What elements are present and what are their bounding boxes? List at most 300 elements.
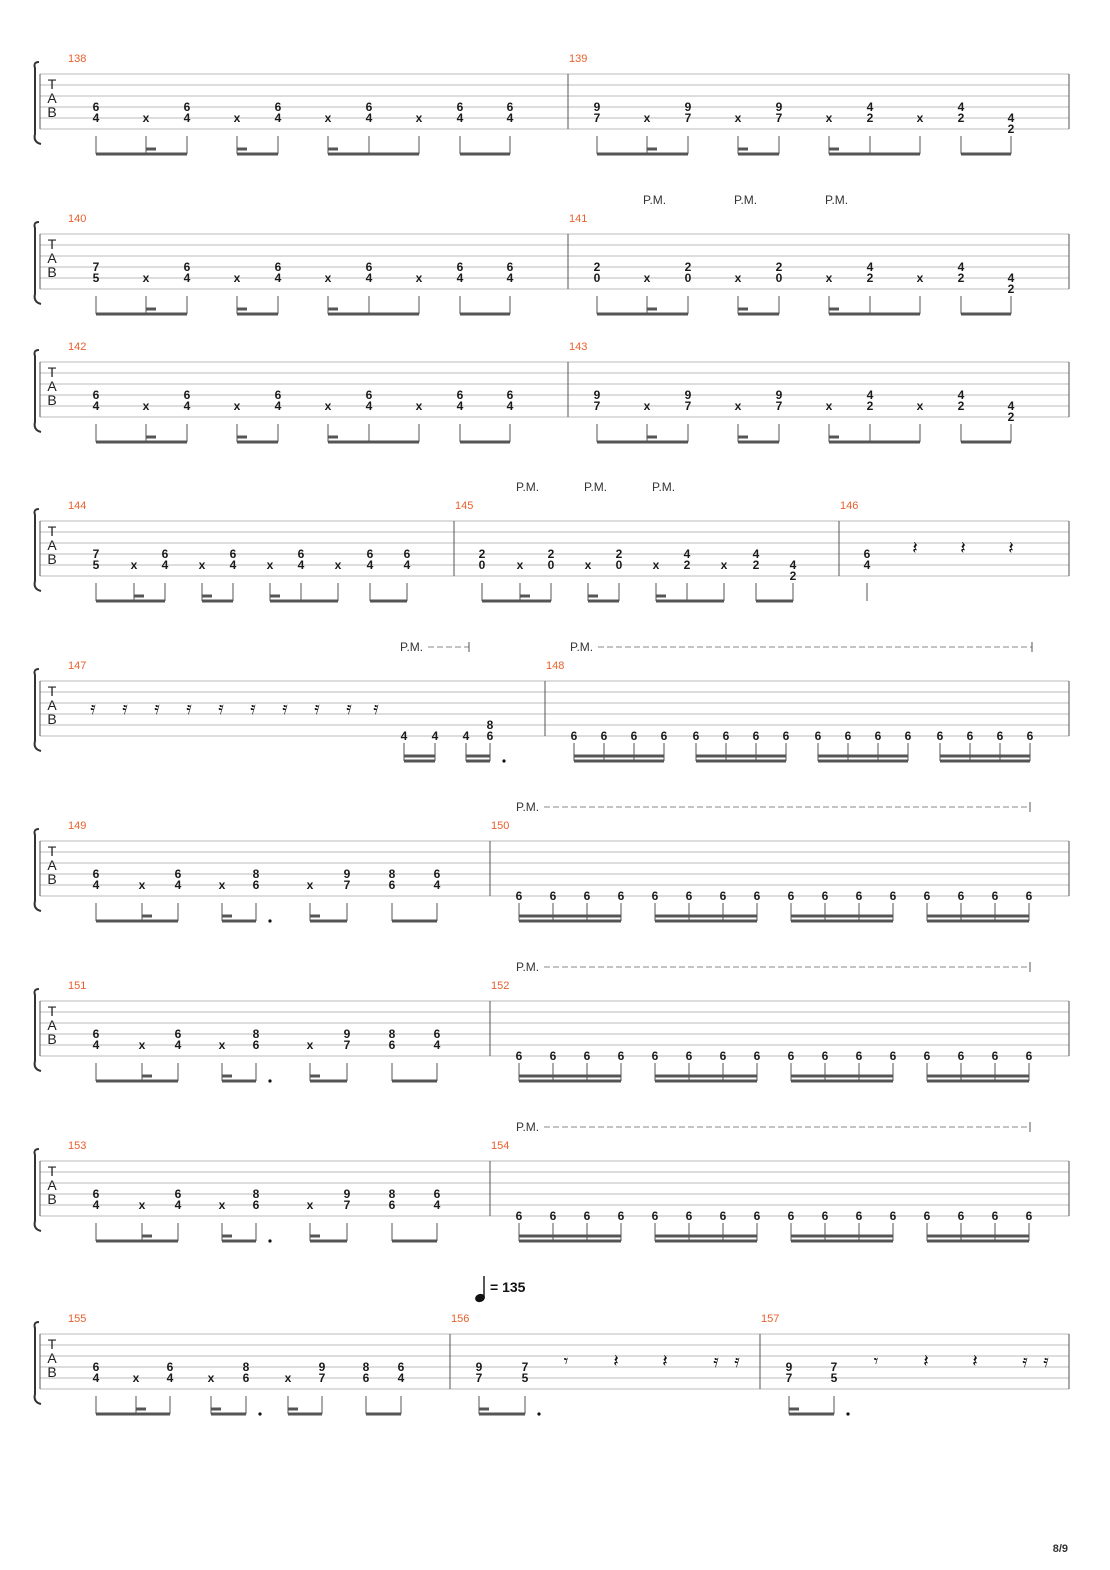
measure-number: 145 <box>455 500 474 512</box>
rest-symbol: 𝄿 <box>1022 1351 1028 1372</box>
tab-letter-t: T <box>47 364 57 380</box>
fret-number: 2 <box>789 569 797 583</box>
fret-number: 6 <box>433 867 441 881</box>
rest-symbol: 𝄿 <box>282 698 288 719</box>
dead-note: x <box>734 111 742 125</box>
measure-152 <box>491 980 1033 1081</box>
dead-note: x <box>415 111 423 125</box>
fret-number: 6 <box>388 1038 396 1052</box>
measure-143 <box>569 341 1015 442</box>
fret-number: 6 <box>297 547 305 561</box>
dead-note: x <box>584 558 592 572</box>
augmentation-dot <box>268 919 271 922</box>
dead-note: x <box>324 111 332 125</box>
fret-number: 6 <box>92 867 100 881</box>
fret-number: 6 <box>1025 1209 1033 1223</box>
dead-note: x <box>825 111 833 125</box>
tab-letter-t: T <box>47 76 57 92</box>
fret-number: 8 <box>388 1187 396 1201</box>
fret-number: 6 <box>456 260 464 274</box>
fret-number: 6 <box>397 1360 405 1374</box>
dead-note: x <box>233 271 241 285</box>
measure-number: 152 <box>491 980 510 992</box>
fret-number: 6 <box>685 1049 693 1063</box>
tab-letter-a: A <box>47 250 57 266</box>
fret-number: 4 <box>92 1038 100 1052</box>
fret-number: 4 <box>866 260 874 274</box>
measure-number: 148 <box>546 660 565 672</box>
rest-symbol: 𝄿 <box>186 698 192 719</box>
rest-symbol: 𝄽 <box>912 538 918 559</box>
fret-number: 4 <box>174 1038 182 1052</box>
tab-letter-a: A <box>47 1177 57 1193</box>
fret-number: 2 <box>957 271 965 285</box>
tab-letter-a: A <box>47 1017 57 1033</box>
fret-number: 4 <box>789 558 797 572</box>
fret-number: 6 <box>722 729 730 743</box>
dead-note: x <box>218 1198 226 1212</box>
fret-number: 0 <box>775 271 783 285</box>
fret-number: 6 <box>787 889 795 903</box>
tab-letter-t: T <box>47 523 57 539</box>
tab-letter-b: B <box>47 1191 57 1207</box>
fret-number: 7 <box>830 1360 838 1374</box>
measure-number: 141 <box>569 213 588 225</box>
fret-number: 4 <box>174 1198 182 1212</box>
fret-number: 6 <box>274 260 282 274</box>
fret-number: 6 <box>957 1209 965 1223</box>
fret-number: 4 <box>866 388 874 402</box>
fret-number: 6 <box>996 729 1004 743</box>
measure-141 <box>569 213 1015 314</box>
rest-symbol: 𝄽 <box>662 1351 668 1372</box>
fret-number: 4 <box>365 399 373 413</box>
fret-number: 4 <box>433 878 441 892</box>
fret-number: 8 <box>242 1360 250 1374</box>
fret-number: 6 <box>991 1209 999 1223</box>
fret-number: 7 <box>684 399 692 413</box>
dead-note: x <box>142 111 150 125</box>
fret-number: 0 <box>478 558 486 572</box>
measure-number: 147 <box>68 660 87 672</box>
fret-number: 4 <box>183 111 191 125</box>
augmentation-dot <box>268 1239 271 1242</box>
measure-147 <box>68 660 506 763</box>
fret-number: 4 <box>433 1198 441 1212</box>
dead-note: x <box>516 558 524 572</box>
fret-number: 4 <box>506 271 514 285</box>
fret-number: 4 <box>1007 399 1015 413</box>
fret-number: 6 <box>515 1049 523 1063</box>
rest-symbol: 𝄾 <box>563 1351 569 1372</box>
fret-number: 2 <box>1007 122 1015 136</box>
palm-mute-label: P.M. <box>825 193 849 207</box>
fret-number: 9 <box>775 388 783 402</box>
fret-number: 6 <box>814 729 822 743</box>
fret-number: 6 <box>92 1360 100 1374</box>
fret-number: 4 <box>433 1038 441 1052</box>
fret-number: 6 <box>889 1049 897 1063</box>
fret-number: 2 <box>1007 410 1015 424</box>
fret-number: 4 <box>456 271 464 285</box>
tab-system <box>35 1120 1070 1243</box>
fret-number: 6 <box>600 729 608 743</box>
fret-number: 6 <box>719 1209 727 1223</box>
measure-139 <box>569 53 1015 154</box>
fret-number: 6 <box>366 547 374 561</box>
fret-number: 6 <box>753 1049 761 1063</box>
measure-145 <box>455 500 797 601</box>
tab-letter-a: A <box>47 90 57 106</box>
fret-number: 7 <box>343 1038 351 1052</box>
fret-number: 6 <box>456 388 464 402</box>
fret-number: 6 <box>549 889 557 903</box>
fret-number: 4 <box>161 558 169 572</box>
rest-symbol: 𝄽 <box>613 1351 619 1372</box>
fret-number: 6 <box>388 878 396 892</box>
page-number: 8/9 <box>1052 1543 1068 1555</box>
fret-number: 4 <box>365 111 373 125</box>
fret-number: 8 <box>252 867 260 881</box>
fret-number: 6 <box>752 729 760 743</box>
fret-number: 6 <box>506 100 514 114</box>
fret-number: 6 <box>183 100 191 114</box>
fret-number: 7 <box>775 399 783 413</box>
fret-number: 6 <box>242 1371 250 1385</box>
augmentation-dot <box>502 759 505 762</box>
fret-number: 8 <box>252 1027 260 1041</box>
palm-mute-label: P.M. <box>516 800 540 814</box>
fret-number: 6 <box>174 1027 182 1041</box>
fret-number: 4 <box>183 271 191 285</box>
fret-number: 7 <box>593 111 601 125</box>
measure-144 <box>68 500 411 601</box>
fret-number: 6 <box>692 729 700 743</box>
dead-note: x <box>334 558 342 572</box>
palm-mute-label: P.M. <box>570 640 594 654</box>
measure-number: 138 <box>68 53 87 65</box>
fret-number: 6 <box>855 889 863 903</box>
fret-number: 6 <box>923 1049 931 1063</box>
fret-number: 8 <box>252 1187 260 1201</box>
fret-number: 4 <box>92 399 100 413</box>
fret-number: 5 <box>830 1371 838 1385</box>
fret-number: 0 <box>547 558 555 572</box>
fret-number: 4 <box>506 399 514 413</box>
fret-number: 4 <box>274 111 282 125</box>
dead-note: x <box>324 399 332 413</box>
dead-note: x <box>734 399 742 413</box>
fret-number: 6 <box>92 388 100 402</box>
rest-symbol: 𝄽 <box>1008 538 1014 559</box>
dead-note: x <box>233 111 241 125</box>
fret-number: 9 <box>475 1360 483 1374</box>
measure-number: 151 <box>68 980 87 992</box>
fret-number: 2 <box>957 111 965 125</box>
rest-symbol: 𝄿 <box>314 698 320 719</box>
fret-number: 6 <box>923 889 931 903</box>
rest-symbol: 𝄿 <box>1043 1351 1049 1372</box>
dead-note: x <box>138 1038 146 1052</box>
measure-number: 155 <box>68 1313 87 1325</box>
fret-number: 6 <box>651 1049 659 1063</box>
tab-letter-a: A <box>47 378 57 394</box>
rest-symbol: 𝄾 <box>873 1351 879 1372</box>
fret-number: 9 <box>684 100 692 114</box>
fret-number: 0 <box>684 271 692 285</box>
fret-number: 6 <box>651 889 659 903</box>
fret-number: 6 <box>782 729 790 743</box>
fret-number: 6 <box>570 729 578 743</box>
fret-number: 6 <box>904 729 912 743</box>
fret-number: 6 <box>991 1049 999 1063</box>
fret-number: 2 <box>683 558 691 572</box>
fret-number: 6 <box>433 1027 441 1041</box>
tab-system <box>35 960 1070 1083</box>
tempo-marking: = 135 <box>490 1279 526 1295</box>
measure-156 <box>451 1313 740 1416</box>
fret-number: 6 <box>787 1209 795 1223</box>
measure-151 <box>68 980 441 1083</box>
fret-number: 6 <box>583 1209 591 1223</box>
rest-symbol: 𝄿 <box>346 698 352 719</box>
dead-note: x <box>132 1371 140 1385</box>
fret-number: 6 <box>889 1209 897 1223</box>
fret-number: 9 <box>593 100 601 114</box>
dead-note: x <box>916 271 924 285</box>
fret-number: 2 <box>547 547 555 561</box>
fret-number: 2 <box>478 547 486 561</box>
fret-number: 9 <box>318 1360 326 1374</box>
tab-letter-b: B <box>47 1031 57 1047</box>
rest-symbol: 𝄿 <box>713 1351 719 1372</box>
rest-symbol: 𝄿 <box>373 698 379 719</box>
fret-number: 2 <box>615 547 623 561</box>
fret-number: 6 <box>506 388 514 402</box>
fret-number: 6 <box>651 1209 659 1223</box>
fret-number: 4 <box>1007 111 1015 125</box>
fret-number: 6 <box>583 1049 591 1063</box>
dead-note: x <box>233 399 241 413</box>
fret-number: 6 <box>821 1049 829 1063</box>
tab-letter-a: A <box>47 1350 57 1366</box>
fret-number: 6 <box>274 100 282 114</box>
fret-number: 6 <box>719 1049 727 1063</box>
tab-letter-t: T <box>47 1163 57 1179</box>
dead-note: x <box>138 1198 146 1212</box>
augmentation-dot <box>846 1412 849 1415</box>
fret-number: 7 <box>92 260 100 274</box>
fret-number: 6 <box>183 260 191 274</box>
dead-note: x <box>720 558 728 572</box>
fret-number: 8 <box>362 1360 370 1374</box>
tab-system <box>35 53 1070 154</box>
measure-number: 146 <box>840 500 859 512</box>
rest-symbol: 𝄿 <box>734 1351 740 1372</box>
tab-letter-t: T <box>47 683 57 699</box>
fret-number: 6 <box>549 1049 557 1063</box>
rest-symbol: 𝄽 <box>960 538 966 559</box>
fret-number: 4 <box>957 100 965 114</box>
dead-note: x <box>643 399 651 413</box>
fret-number: 4 <box>92 111 100 125</box>
fret-number: 4 <box>456 399 464 413</box>
palm-mute-label: P.M. <box>516 480 540 494</box>
fret-number: 7 <box>92 547 100 561</box>
fret-number: 6 <box>821 1209 829 1223</box>
fret-number: 8 <box>388 867 396 881</box>
fret-number: 6 <box>753 889 761 903</box>
fret-number: 4 <box>431 729 439 743</box>
tab-letter-t: T <box>47 843 57 859</box>
fret-number: 7 <box>684 111 692 125</box>
fret-number: 4 <box>957 260 965 274</box>
fret-number: 7 <box>318 1371 326 1385</box>
fret-number: 6 <box>923 1209 931 1223</box>
measure-number: 140 <box>68 213 87 225</box>
dead-note: x <box>266 558 274 572</box>
tab-system <box>35 800 1070 923</box>
tab-letter-t: T <box>47 236 57 252</box>
fret-number: 6 <box>92 1187 100 1201</box>
fret-number: 6 <box>855 1049 863 1063</box>
tab-letter-b: B <box>47 392 57 408</box>
fret-number: 6 <box>855 1209 863 1223</box>
fret-number: 7 <box>475 1371 483 1385</box>
fret-number: 6 <box>863 547 871 561</box>
dead-note: x <box>306 1198 314 1212</box>
dead-note: x <box>415 271 423 285</box>
fret-number: 6 <box>274 388 282 402</box>
dead-note: x <box>198 558 206 572</box>
fret-number: 4 <box>863 558 871 572</box>
fret-number: 6 <box>1025 1049 1033 1063</box>
rest-symbol: 𝄿 <box>122 698 128 719</box>
fret-number: 6 <box>365 100 373 114</box>
fret-number: 2 <box>752 558 760 572</box>
fret-number: 4 <box>462 729 470 743</box>
fret-number: 6 <box>957 1049 965 1063</box>
fret-number: 6 <box>991 889 999 903</box>
dead-note: x <box>284 1371 292 1385</box>
fret-number: 6 <box>753 1209 761 1223</box>
fret-number: 5 <box>92 271 100 285</box>
dead-note: x <box>324 271 332 285</box>
fret-number: 4 <box>456 111 464 125</box>
fret-number: 8 <box>486 718 494 732</box>
fret-number: 4 <box>274 399 282 413</box>
dead-note: x <box>142 399 150 413</box>
dead-note: x <box>207 1371 215 1385</box>
tab-letter-t: T <box>47 1336 57 1352</box>
tab-letter-b: B <box>47 711 57 727</box>
tab-system <box>35 480 1070 601</box>
tab-letter-b: B <box>47 1364 57 1380</box>
fret-number: 7 <box>521 1360 529 1374</box>
fret-number: 6 <box>92 1027 100 1041</box>
fret-number: 6 <box>252 1038 260 1052</box>
fret-number: 6 <box>957 889 965 903</box>
fret-number: 2 <box>684 260 692 274</box>
palm-mute-label: P.M. <box>652 480 676 494</box>
measure-number: 156 <box>451 1313 470 1325</box>
fret-number: 6 <box>174 867 182 881</box>
fret-number: 6 <box>252 878 260 892</box>
fret-number: 6 <box>365 260 373 274</box>
fret-number: 6 <box>486 729 494 743</box>
fret-number: 5 <box>92 558 100 572</box>
fret-number: 6 <box>787 1049 795 1063</box>
fret-number: 6 <box>719 889 727 903</box>
fret-number: 2 <box>866 111 874 125</box>
fret-number: 4 <box>183 399 191 413</box>
measure-142 <box>68 341 514 442</box>
fret-number: 6 <box>252 1198 260 1212</box>
fret-number: 6 <box>403 547 411 561</box>
tab-system <box>35 640 1070 763</box>
fret-number: 6 <box>362 1371 370 1385</box>
measure-number: 142 <box>68 341 87 353</box>
tab-letter-a: A <box>47 697 57 713</box>
palm-mute-label: P.M. <box>400 640 424 654</box>
fret-number: 4 <box>752 547 760 561</box>
dead-note: x <box>643 271 651 285</box>
dead-note: x <box>916 111 924 125</box>
fret-number: 4 <box>400 729 408 743</box>
fret-number: 4 <box>506 111 514 125</box>
fret-number: 9 <box>785 1360 793 1374</box>
dead-note: x <box>306 1038 314 1052</box>
fret-number: 9 <box>593 388 601 402</box>
fret-number: 6 <box>630 729 638 743</box>
fret-number: 6 <box>1026 729 1034 743</box>
fret-number: 6 <box>685 1209 693 1223</box>
fret-number: 6 <box>174 1187 182 1201</box>
fret-number: 4 <box>1007 271 1015 285</box>
fret-number: 6 <box>685 889 693 903</box>
palm-mute-label: P.M. <box>643 193 667 207</box>
fret-number: 6 <box>821 889 829 903</box>
dead-note: x <box>652 558 660 572</box>
palm-mute-label: P.M. <box>584 480 608 494</box>
fret-number: 2 <box>593 260 601 274</box>
dead-note: x <box>643 111 651 125</box>
measure-153 <box>68 1140 441 1243</box>
rest-symbol: 𝄿 <box>218 698 224 719</box>
measure-number: 157 <box>761 1313 780 1325</box>
fret-number: 9 <box>343 867 351 881</box>
fret-number: 9 <box>343 1027 351 1041</box>
fret-number: 6 <box>506 260 514 274</box>
augmentation-dot <box>537 1412 540 1415</box>
dead-note: x <box>825 399 833 413</box>
fret-number: 7 <box>593 399 601 413</box>
fret-number: 7 <box>785 1371 793 1385</box>
tab-system <box>35 1276 1070 1416</box>
tab-letter-b: B <box>47 104 57 120</box>
fret-number: 6 <box>549 1209 557 1223</box>
rest-symbol: 𝄽 <box>972 1351 978 1372</box>
measure-138 <box>68 53 514 154</box>
fret-number: 6 <box>617 1209 625 1223</box>
tab-system <box>35 341 1070 442</box>
measure-number: 154 <box>491 1140 510 1152</box>
fret-number: 6 <box>456 100 464 114</box>
palm-mute-label: P.M. <box>734 193 758 207</box>
fret-number: 6 <box>365 388 373 402</box>
fret-number: 6 <box>92 100 100 114</box>
augmentation-dot <box>258 1412 261 1415</box>
